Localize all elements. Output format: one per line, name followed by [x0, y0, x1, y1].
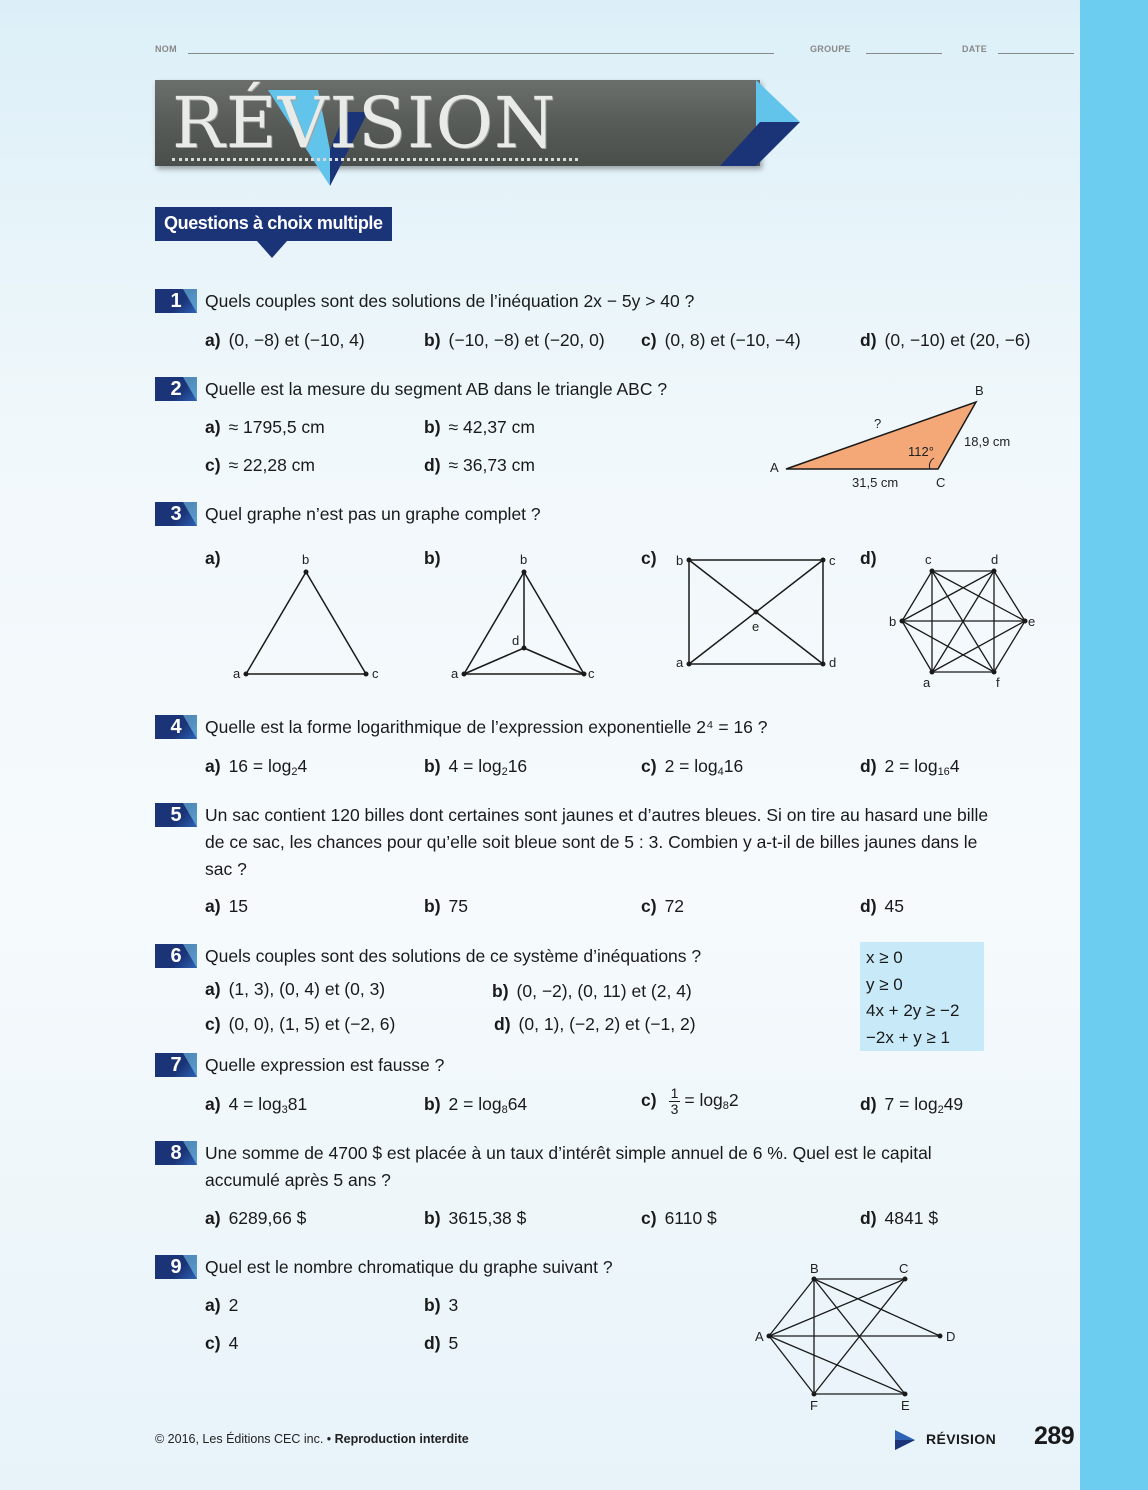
question-text: Quelle est la mesure du segment AB dans le triangle ABC ?: [205, 379, 668, 399]
vertex-label: F: [810, 1398, 818, 1413]
banner-dotted-line: [172, 158, 578, 161]
answer-option[interactable]: b) ≈ 42,37 cm: [424, 417, 535, 437]
question-number: 7: [155, 1053, 197, 1077]
copyright: © 2016, Les Éditions CEC inc. • Reproduction interdite: [155, 1432, 469, 1446]
answer-option[interactable]: d) $2 = \log_{16}4$: [860, 756, 960, 778]
answer-option[interactable]: a) $16 = \log_24$: [205, 756, 308, 778]
vertex-label: E: [901, 1398, 910, 1413]
vertex-label: e: [752, 619, 760, 634]
answer-option[interactable]: a): [205, 548, 221, 568]
answer-option[interactable]: b) $4 = \log_216$: [424, 756, 528, 778]
question-number: 5: [155, 803, 197, 827]
question-number: 2: [155, 377, 197, 401]
question-text: Quel graphe n’est pas un graphe complet ?: [205, 504, 541, 524]
vertex-label: d: [512, 633, 520, 648]
answer-option[interactable]: d) 5: [424, 1333, 459, 1353]
date-line: [998, 53, 1074, 54]
answer-option[interactable]: d) 45: [860, 896, 904, 916]
vertex-label: b: [676, 553, 684, 568]
vertex-label-c: C: [936, 475, 946, 490]
system-line: y ≥ 0: [866, 974, 903, 994]
system-line: 4x + 2y ≥ −2: [866, 1001, 960, 1020]
answer-option[interactable]: d) $7 = \log_249$: [860, 1094, 964, 1116]
answer-option[interactable]: b) $2 = \log_864$: [424, 1094, 528, 1116]
vertex-label: a: [676, 655, 684, 670]
vertex-label: f: [996, 675, 1000, 690]
answer-option[interactable]: d) (0, 1), (−2, 2) et (−1, 2): [494, 1014, 696, 1034]
graph-b: [446, 548, 606, 684]
vertex-label: a: [451, 666, 459, 681]
answer-option[interactable]: c) 72: [641, 896, 685, 916]
question-text-line: Une somme de 4700 $ est placée à un taux d’intérêt simple annuel de 6 %. Quel est le capital: [205, 1143, 932, 1163]
answer-option[interactable]: c) (0, 0), (1, 5) et (−2, 6): [205, 1014, 396, 1034]
vertex-label: c: [925, 552, 932, 567]
vertex-label: c: [829, 553, 836, 568]
answer-option[interactable]: c): [641, 548, 657, 568]
vertex-label: B: [810, 1261, 819, 1276]
side-bc-label: 18,9 cm: [964, 434, 1011, 449]
answer-option[interactable]: a) 2: [205, 1295, 239, 1315]
date-label: DATE: [962, 44, 988, 54]
answer-option[interactable]: a) (1, 3), (0, 4) et (0, 3): [205, 979, 386, 999]
answer-option[interactable]: b) 3615,38 $: [424, 1208, 527, 1228]
vertex-label: b: [520, 552, 528, 567]
answer-option[interactable]: d): [860, 548, 877, 568]
answer-option[interactable]: b) (0, −2), (0, 11) et (2, 4): [492, 981, 692, 1001]
page-number: 289: [1034, 1422, 1075, 1450]
answer-option[interactable]: b) (−10, −8) et (−20, 0): [424, 330, 605, 350]
question-text: Quels couples sont des solutions de ce système d’inéquations ?: [205, 946, 702, 966]
vertex-label: b: [889, 614, 897, 629]
graph-q9: [750, 1256, 970, 1416]
fraction: $\frac{1}{3}$: [670, 1085, 679, 1117]
graph-a: [228, 548, 388, 684]
answer-option[interactable]: a) $4 = \log_381$: [205, 1094, 308, 1116]
footer-section-label: RÉVISION: [926, 1431, 997, 1447]
side-ac-label: 31,5 cm: [852, 475, 899, 490]
system-line: −2x + y ≥ 1: [866, 1027, 950, 1047]
question-text-line: de ce sac, les chances pour qu’elle soit bleue sont de 5 : 3. Combien y a-t-il de billes jaunes dans le: [205, 832, 978, 852]
answer-option[interactable]: c) ≈ 22,28 cm: [205, 455, 316, 475]
answer-option[interactable]: a) 6289,66 $: [205, 1208, 307, 1228]
vertex-label: A: [755, 1329, 764, 1344]
banner-title: RÉVISION: [172, 82, 557, 164]
question-text: Quel est le nombre chromatique du graphe suivant ?: [205, 1257, 613, 1277]
answer-option[interactable]: a) 15: [205, 896, 249, 916]
answer-option[interactable]: a) ≈ 1795,5 cm: [205, 417, 325, 437]
answer-option[interactable]: c) (0, 8) et (−10, −4): [641, 330, 801, 350]
vertex-label: a: [923, 675, 931, 690]
answer-option[interactable]: c) $\frac{1}{3}$ = $\log_82$: [641, 1085, 739, 1117]
answer-option[interactable]: a) (0, −8) et (−10, 4): [205, 330, 365, 350]
system-line: x ≥ 0: [866, 948, 903, 967]
question-number: 6: [155, 944, 197, 968]
vertex-label: b: [302, 552, 310, 567]
answer-option[interactable]: b): [424, 548, 441, 568]
section-arrow-icon: [257, 241, 287, 258]
question-number: 8: [155, 1141, 197, 1165]
page-edge-strip: [1080, 0, 1148, 1490]
vertex-label: a: [233, 666, 241, 681]
groupe-label: GROUPE: [810, 44, 851, 54]
answer-option[interactable]: b) 75: [424, 896, 468, 916]
answer-option[interactable]: c) 6110 $: [641, 1208, 717, 1228]
answer-option[interactable]: d) (0, −10) et (20, −6): [860, 330, 1031, 350]
section-title: Questions à choix multiple: [155, 207, 392, 241]
side-ab-label: ?: [874, 416, 882, 431]
vertex-label: d: [991, 552, 999, 567]
question-number: 1: [155, 289, 197, 313]
vertex-label: C: [899, 1261, 909, 1276]
answer-option[interactable]: d) 4841 $: [860, 1208, 939, 1228]
triangle-shape: [786, 402, 976, 469]
question-number: 4: [155, 715, 197, 739]
angle-label: 112°: [908, 444, 934, 459]
answer-option[interactable]: b) 3: [424, 1295, 459, 1315]
question-text-line: sac ?: [205, 859, 247, 879]
question-text-line: Un sac contient 120 billes dont certaines sont jaunes et d’autres bleues. Si on tire au hasard une bille: [205, 805, 989, 825]
triangle-abc-figure: [760, 378, 1030, 494]
question-text: Quelle expression est fausse ?: [205, 1055, 445, 1075]
graph-c: [670, 548, 850, 678]
vertex-label: c: [372, 666, 379, 681]
question-number: 9: [155, 1255, 197, 1279]
nom-label: NOM: [155, 44, 177, 54]
vertex-label-b: B: [975, 383, 984, 398]
vertex-label: c: [588, 666, 595, 681]
inequation-system-box: [860, 942, 984, 1051]
answer-option[interactable]: c) $2 = \log_416$: [641, 756, 744, 778]
graph-d: [880, 548, 1040, 694]
vertex-label: D: [946, 1329, 956, 1344]
vertex-label-a: A: [770, 460, 779, 475]
question-number: 3: [155, 502, 197, 526]
question-text: Quels couples sont des solutions de l’inéquation 2x − 5y > 40 ?: [205, 291, 695, 311]
question-text: Quelle est la forme logarithmique de l’expression exponentielle 2⁴ = 16 ?: [205, 717, 768, 737]
groupe-line: [866, 53, 942, 54]
vertex-label: e: [1028, 614, 1036, 629]
vertex-label: d: [829, 655, 837, 670]
footer-arrow-icon: [893, 1428, 917, 1452]
question-text-line: accumulé après 5 ans ?: [205, 1170, 391, 1190]
answer-option[interactable]: d) ≈ 36,73 cm: [424, 455, 535, 475]
answer-option[interactable]: c) 4: [205, 1333, 239, 1353]
